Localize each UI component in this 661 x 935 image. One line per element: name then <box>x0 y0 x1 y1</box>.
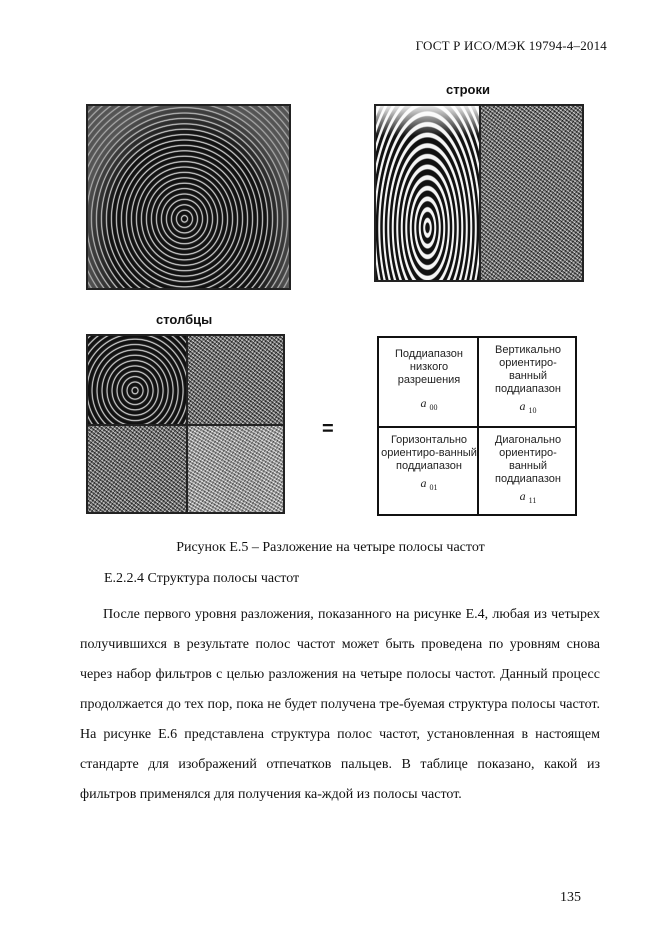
subband-cell-a01-symbol: a <box>420 476 427 490</box>
body-paragraph-text: После первого уровня разложения, показанного на рисунке Е.4, любая из четырех получившихся в результате полос частот может быть проведена по уровням снова через набор фильтров с целью разложения на четыре полосы частот. Данный процесс продолжается до тех пор, пока не будет получена тре-буемая структура полосы частот. На рисунке Е.6 представлена структура полос частот, установленная в настоящем стандарте для изображений отпечатков пальцев. В таблице показано, какой из фильтров применялся для получения ка-ждой из полосы частот. <box>80 607 600 802</box>
subband-cell-a01-subscript: 01 <box>429 483 438 492</box>
subband-cell-a11-subscript: 11 <box>528 496 537 505</box>
figure-caption: Рисунок Е.5 – Разложение на четыре полосы частот <box>176 540 485 555</box>
fingerprint-rows-image <box>374 104 584 282</box>
subband-cell-a00-subscript: 00 <box>429 403 438 412</box>
subband-cell-a00-text: Поддиапазон низкого разрешения <box>395 348 463 386</box>
subband-cell-a11-symbol: a <box>519 489 526 503</box>
body-paragraph <box>80 600 600 810</box>
subband-cell-a11 <box>481 434 575 507</box>
subband-cell-a10 <box>481 344 575 417</box>
fingerprint-original-image <box>86 104 291 290</box>
equals-sign: = <box>322 418 334 440</box>
subband-cell-a11-text: Диагонально ориентиро-ванный поддиапазон <box>494 434 562 485</box>
subband-cell-a01 <box>381 434 477 494</box>
label-columns: столбцы <box>156 312 213 327</box>
subband-cell-a01-text: Горизонтально ориентиро-ванный поддиапазон <box>381 434 477 472</box>
section-heading: Е.2.2.4 Структура полосы частот <box>104 571 300 586</box>
subband-cell-a00 <box>383 348 475 414</box>
subband-cell-a10-subscript: 10 <box>528 406 537 415</box>
page-number: 135 <box>560 890 581 905</box>
subband-cell-a10-symbol: a <box>519 399 526 413</box>
label-rows: строки <box>446 82 490 97</box>
subband-cell-a00-symbol: a <box>420 396 427 410</box>
subband-diagram <box>377 336 577 516</box>
document-header: ГОСТ Р ИСО/МЭК 19794-4–2014 <box>415 38 607 53</box>
fingerprint-columns-image <box>86 334 285 514</box>
subband-cell-a10-text: Вертикально ориентиро-ванный поддиапазон <box>494 344 562 395</box>
